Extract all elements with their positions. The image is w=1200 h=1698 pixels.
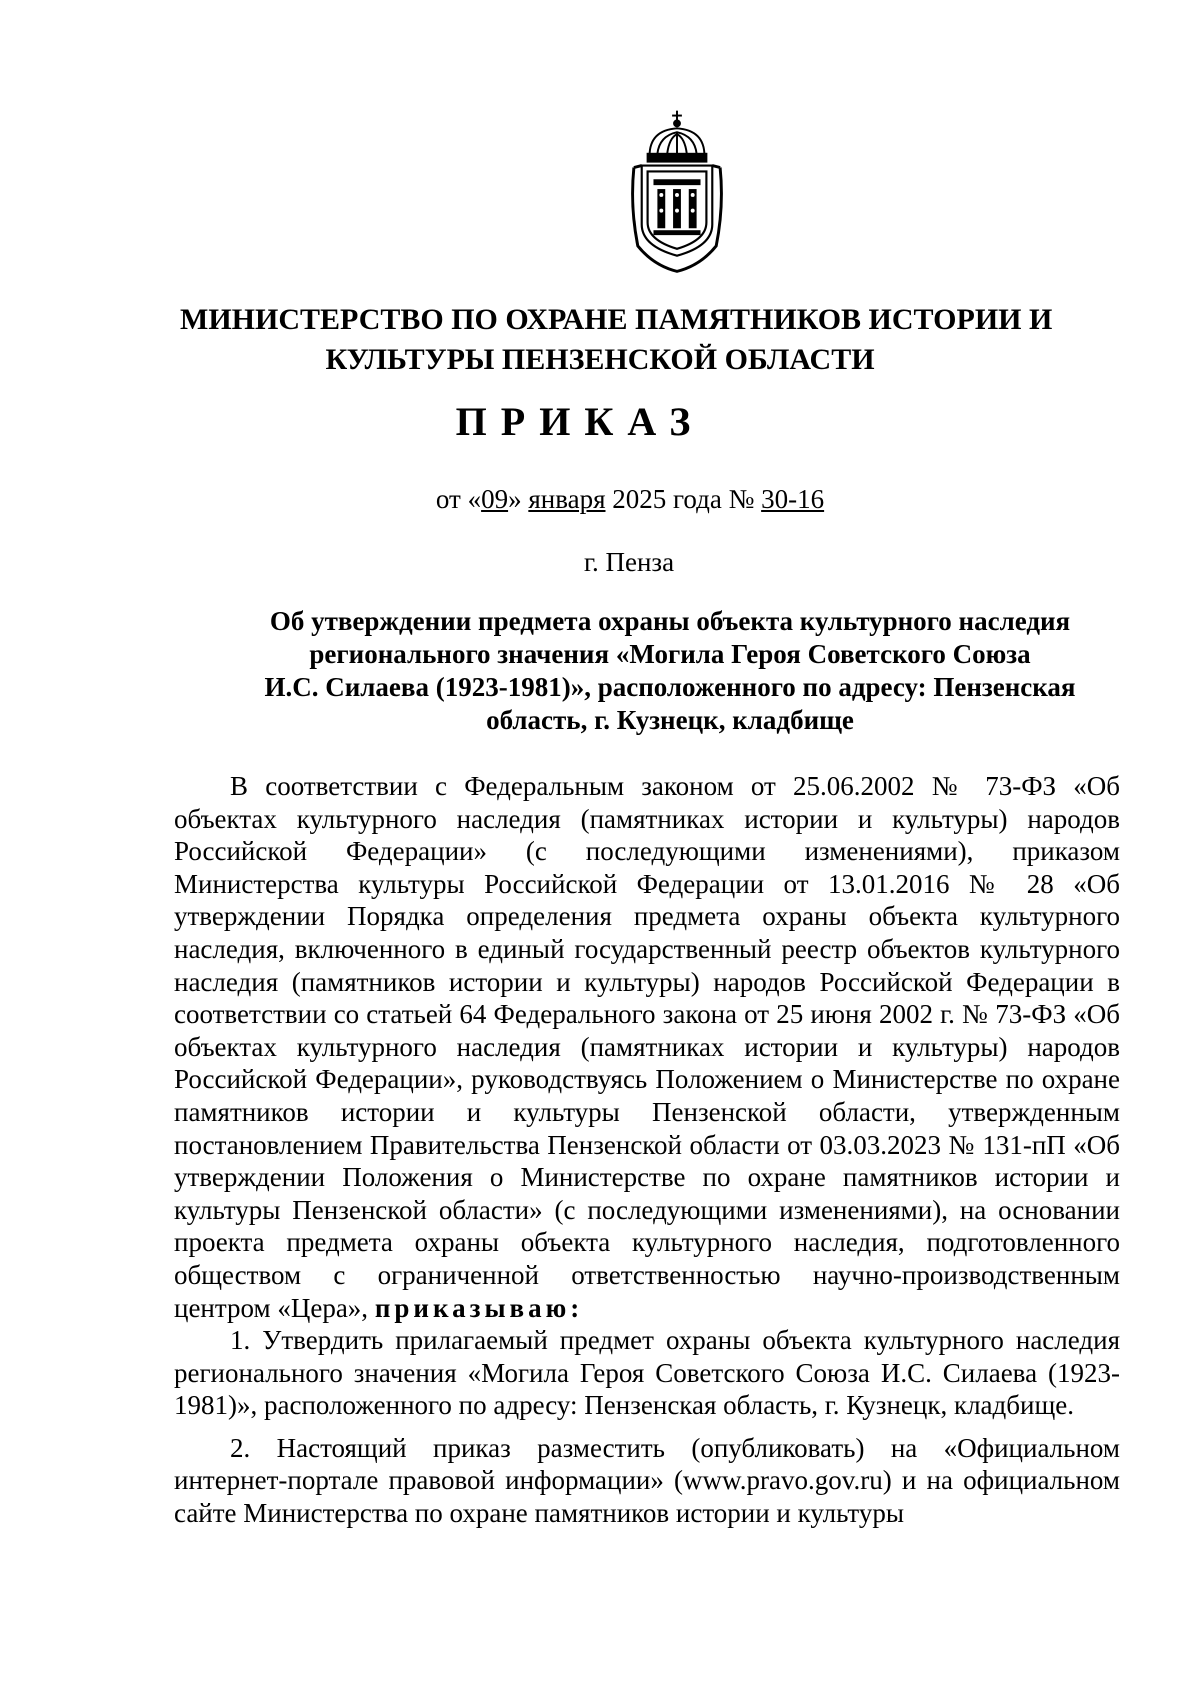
order-month: января (528, 484, 606, 514)
date-mid: » (508, 484, 529, 514)
order-word: приказываю: (374, 1292, 584, 1323)
order-year-text: 2025 года № (605, 484, 762, 514)
order-title: ПРИКАЗ (455, 399, 705, 444)
preamble-paragraph (174, 770, 1120, 1324)
subject-line1: Об утверждении предмета охраны объекта культурного наследия (269, 606, 1071, 636)
subject-line2: регионального значения «Могила Героя Советского Союза (309, 639, 1031, 669)
order-number: 30-16 (761, 484, 825, 514)
ministry-name-line2: КУЛЬТУРЫ ПЕНЗЕНСКОЙ ОБЛАСТИ (325, 343, 875, 376)
order-city: г. Пенза (583, 547, 675, 577)
ministry-name-line1: МИНИСТЕРСТВО ПО ОХРАНЕ ПАМЯТНИКОВ ИСТОРИИ И (180, 303, 1053, 336)
order-date-line (200, 482, 1000, 516)
item-2-paragraph: 2. Настоящий приказ разместить (опубликовать) на «Официальном интернет-портале правовой информации» (www.pravo.gov.ru) и на официальном сайте Министерства по охране памятников истории и культуры (174, 1432, 1120, 1529)
order-subject (240, 605, 1100, 737)
date-prefix: от « (435, 484, 482, 514)
subject-line4: область, г. Кузнецк, кладбище (486, 705, 854, 735)
ministry-name (180, 300, 1053, 380)
preamble-text: В соответствии с Федеральным законом от 25.06.2002 № 73-ФЗ «Об объектах культурного наследия (памятниках истории и культуры) народов Российской Федерации» (с последующими изменениями), приказом Министерства культуры Российской Федерации от 13.01.2016 № 28 «Об утверждении Порядка определения предмета охраны объекта культурного наследия, включенного в единый государственный реестр объектов культурного наследия (памятников истории и культуры) народов Российской Федерации в соответствии со статьей 64 Федерального закона от 25 июня 2002 г. № 73-ФЗ «Об объектах культурного наследия (памятниках истории и культуры) народов Российской Федерации», руководствуясь Положением о Министерстве по охране памятников истории и культуры Пензенской области, утвержденным постановлением Правительства Пензенской области от 03.03.2023 № 131-пП «Об утверждении Положения о Министерстве по охране памятников истории и культуры Пензенской области» (с последующими изменениями), на основании проекта предмета охраны объекта культурного наследия, подготовленного обществом с ограниченной ответственностью научно-производственным центром «Цера», (174, 771, 1120, 1323)
coat-of-arms-icon (628, 108, 726, 276)
item-1-paragraph: 1. Утвердить прилагаемый предмет охраны объекта культурного наследия регионального значения «Могила Героя Советского Союза И.С. Силаева (1923-1981)», расположенного по адресу: Пензенская область, г. Кузнецк, кладбище. (174, 1325, 1120, 1421)
order-day: 09 (481, 484, 509, 514)
subject-line3: И.С. Силаева (1923-1981)», расположенного по адресу: Пензенская (264, 672, 1076, 702)
order-body (174, 770, 1120, 1530)
